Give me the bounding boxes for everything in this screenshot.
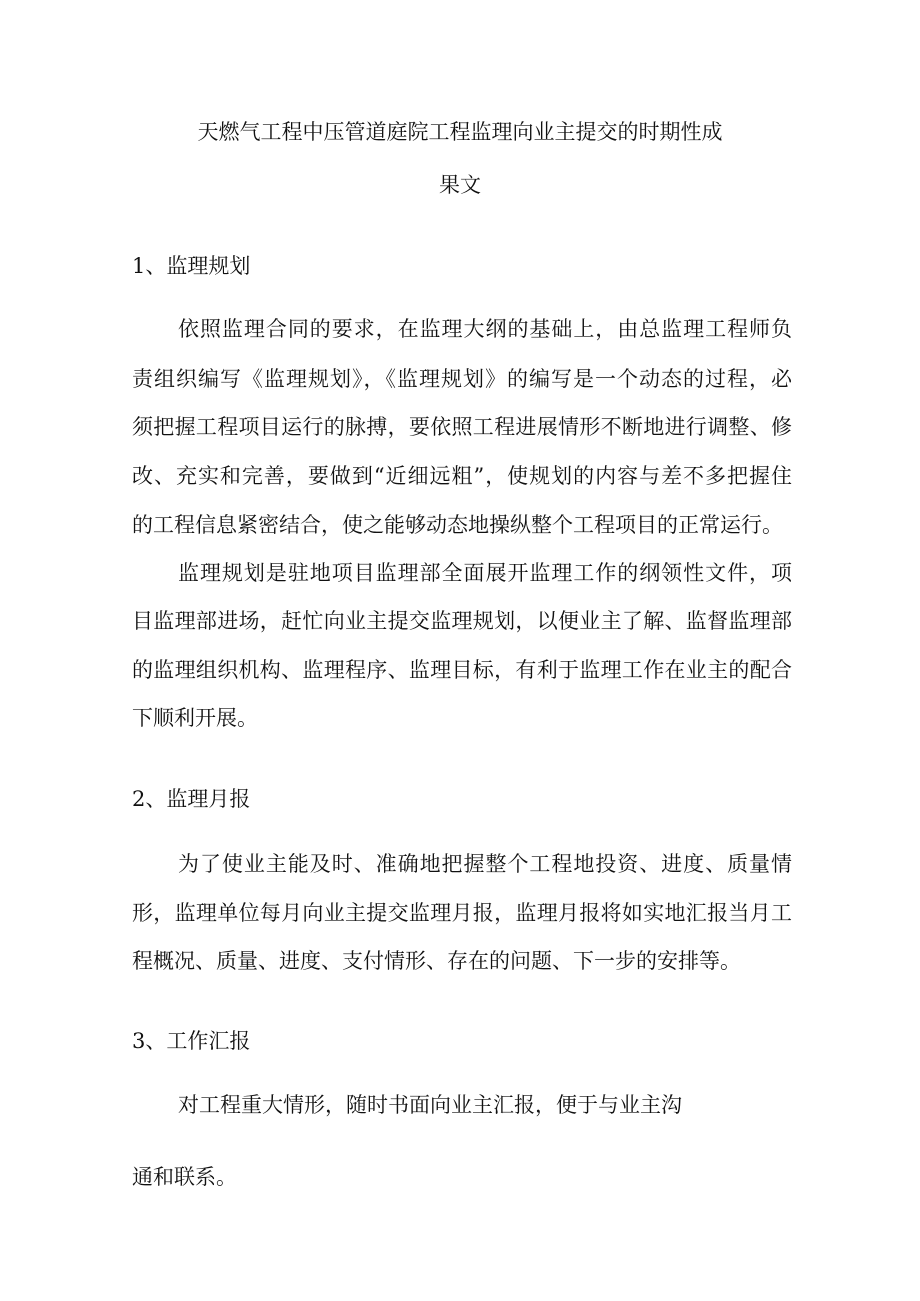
document-title-line-1: 天燃气工程中压管道庭院工程监理向业主提交的时期性成 xyxy=(197,120,723,144)
paragraph-line: 监理规划是驻地项目监理部全面展开监理工作的纲领性文件，项 xyxy=(178,561,792,585)
paragraph-line: 通和联系。 xyxy=(132,1165,237,1189)
section-heading-3: 3、工作汇报 xyxy=(132,1029,251,1053)
paragraph-line: 的监理组织机构、监理程序、监理目标，有利于监理工作在业主的配合 xyxy=(132,658,792,682)
document-title-line-2: 果文 xyxy=(439,173,481,197)
paragraph-line: 依照监理合同的要求，在监理大纲的基础上，由总监理工程师负 xyxy=(178,317,792,341)
paragraph-line: 对工程重大情形，随时书面向业主汇报，便于与业主沟 xyxy=(178,1093,682,1117)
paragraph-line: 形，监理单位每月向业主提交监理月报，监理月报将如实地汇报当月工 xyxy=(132,901,792,925)
paragraph-line: 目监理部进场，赶忙向业主提交监理规划，以便业主了解、监督监理部 xyxy=(132,609,792,633)
paragraph-line: 为了使业主能及时、准确地把握整个工程地投资、进度、质量情 xyxy=(178,852,792,876)
paragraph-line: 下顺利开展。 xyxy=(132,706,258,730)
paragraph-line: 的工程信息紧密结合，使之能够动态地操纵整个工程项目的正常运行。 xyxy=(132,513,783,537)
section-heading-2: 2、监理月报 xyxy=(132,787,251,811)
paragraph-line: 程概况、质量、进度、支付情形、存在的问题、下一步的安排等。 xyxy=(132,949,741,973)
section-heading-1: 1、监理规划 xyxy=(132,254,251,278)
paragraph-line: 须把握工程项目运行的脉搏，要依照工程进展情形不断地进行调整、修 xyxy=(132,415,792,439)
paragraph-line: 改、充实和完善，要做到“近细远粗”，使规划的内容与差不多把握住 xyxy=(132,464,792,488)
paragraph-line: 责组织编写《监理规划》，《监理规划》的编写是一个动态的过程，必 xyxy=(132,367,792,391)
